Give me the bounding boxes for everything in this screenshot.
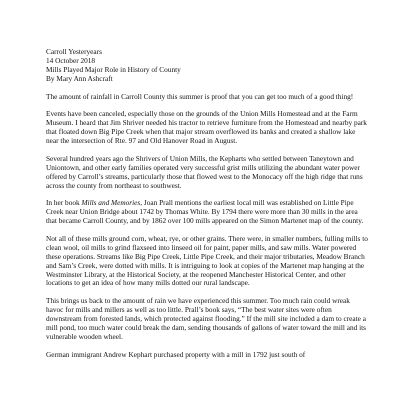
article-header [46,48,368,84]
article-date: 14 October 2018 [46,55,96,65]
paragraph-kephart: German immigrant Andrew Kephart purchased property with a mill in 1792 just south of [46,349,306,359]
article-headline: Mills Played Major Role in History of County [46,64,181,74]
publication-name: Carroll Yesteryears [46,47,102,56]
paragraph-rainfall: The amount of rainfall in Carroll County this summer is proof that you can get too much of a good thing! [46,91,354,101]
paragraph-mill-types: Not all of these mills ground corn, wheat, rye, or other grains. There were, in smaller numbers, fulling mills to clean wool, oil mills to grind flaxseed into linseed oil for paint, paper mills, and saw mills. Water powered these operations. Streams like Big Pipe Creek, Little Pipe Creek, and their major tributaries, Meadow Branch and Sam’s Creek, were dotted with mills. It is intriguing to look at copies of the Martenet map hanging at the Westminster Library, at the Historical Society, at the reopened Manchester Historical Center, and other locations to get an idea of how many mills dotted our rural landscape. [46,233,368,288]
paragraph-too-much-rain: This brings us back to the amount of rain we have experienced this summer. Too much rain could wreak havoc for mills and millers as well as too little. Prall’s book says, “The best water sites were often downstream from forested lands, which protected against flooding.” If the mill site included a dam to create a mill pond, too much water could break the dam, sending thousands of gallons of water toward the mill and its vulnerable wooden wheel. [46,296,366,341]
book-paragraph-lead: In her book [46,198,82,208]
book-title: Mills and Memories [81,198,141,208]
book-paragraph-rest: , Joan Prall mentions the earliest local mill was established on Little Pipe Creek near Union Bridge about 1742 by Thomas White. By 1794 there were more than 30 mills in the area that became Carroll County, and by 1862 over 100 mills appeared on the Simon Martenet map of the county. [46,198,364,226]
paragraph-early-mills: Several hundred years ago the Shrivers of Union Mills, the Kepharts who settled between Taneytown and Uniontown, and other early families operated very successful grist mills utilizing the abundant water power offered by Carroll’s streams, particularly those that flowed west to the Monocacy off the high ridge that runs across the county from northeast to southwest. [46,153,363,190]
paragraph-events-canceled: Events have been canceled, especially those on the grounds of the Union Mills Homestead and at the Farm Museum. I heard that Jim Shriver needed his tractor to retrieve furniture from the Homestead and nearby park that floated down Big Pipe Creek when that major stream overflowed its banks and created a shallow lake near the intersection of Rte. 97 and Old Hanover Road in August. [46,109,367,146]
article [46,48,368,369]
paragraph-book [46,199,368,226]
article-byline: By Mary Ann Ashcraft [46,73,113,83]
